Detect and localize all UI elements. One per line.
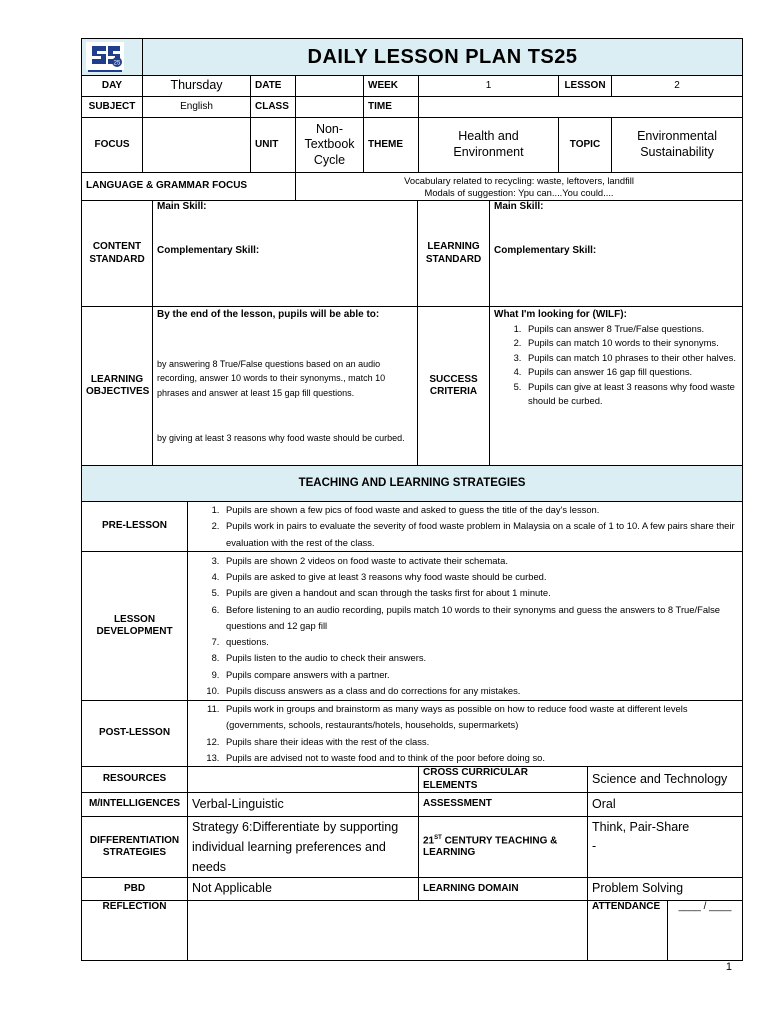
subject-label: SUBJECT [82, 97, 143, 118]
wilf-prefix: What I'm looking for ( [494, 309, 596, 320]
list-item: 3. Pupils can match 10 phrases to their other halves. [524, 351, 738, 366]
cce-value: Science and Technology [588, 767, 743, 793]
header-table [81, 38, 743, 201]
list-item: 9. Pupils compare answers with a partner. [222, 667, 742, 683]
strategies-table [81, 501, 743, 767]
theme-value: Health and Environment [419, 118, 559, 173]
date-label: DATE [251, 76, 296, 97]
c21-label [419, 817, 588, 878]
pbd-label: PBD [82, 878, 188, 901]
c21-text: CENTURY TEACHING & LEARNING [423, 834, 558, 859]
topic-label: TOPIC [559, 118, 612, 173]
wilf-heading [494, 309, 738, 322]
theme-label: THEME [364, 118, 419, 173]
week-value: 1 [419, 76, 559, 97]
development-list [188, 553, 742, 700]
page-title: DAILY LESSON PLAN TS25 [143, 39, 743, 76]
post-lesson-value [188, 701, 743, 767]
time-value [419, 97, 743, 118]
class-label: CLASS [251, 97, 296, 118]
list-item: 6. Before listening to an audio recording, pupils match 10 words to their synonyms and guess the answers to 8 True/False questions and 12 gap fill [222, 602, 742, 635]
standards-table [81, 200, 743, 502]
list-item: 13. Pupils are advised not to waste food and to think of the poor before doing so. [222, 750, 742, 766]
list-item: 1. Pupils can answer 8 True/False questions. [524, 322, 738, 337]
c21-value [588, 817, 743, 878]
post-lesson-label: POST-LESSON [82, 701, 188, 767]
list-item: 2. Pupils work in pairs to evaluate the severity of food waste problem in Malaysia on a scale of 1 to 10. A few pairs share their evaluation with the rest of the class. [222, 518, 742, 551]
learning-domain-value: Problem Solving [588, 878, 743, 901]
wilf-suffix: ): [620, 309, 627, 320]
wilf-abbr: WILF [595, 309, 621, 320]
main-skill-label: Main Skill: [157, 201, 207, 212]
resources-value [188, 767, 419, 793]
ls-main-skill-label: Main Skill: [494, 201, 544, 212]
pbd-value: Not Applicable [188, 878, 419, 901]
list-item: 3. Pupils are shown 2 videos on food waste to activate their schemata. [222, 553, 742, 569]
learning-objectives-label: LEARNING OBJECTIVES [82, 307, 153, 466]
class-value [296, 97, 364, 118]
lesson-plan [81, 38, 742, 961]
list-item: 4. Pupils are asked to give at least 3 reasons why food waste should be curbed. [222, 569, 742, 585]
list-item: 8. Pupils listen to the audio to check their answers. [222, 650, 742, 666]
focus-label: FOCUS [82, 118, 143, 173]
list-item: 5. Pupils are given a handout and scan through the tasks first for about 1 minute. [222, 585, 742, 601]
date-value [296, 76, 364, 97]
grammar-line-1: Vocabulary related to recycling: waste, leftovers, landfill [404, 174, 634, 186]
differentiation-label: DIFFERENTIATION STRATEGIES [82, 817, 188, 878]
lesson-label: LESSON [559, 76, 612, 97]
grammar-value [296, 173, 743, 201]
week-label: WEEK [364, 76, 419, 97]
content-standard-label: CONTENT STANDARD [82, 201, 153, 307]
list-item: 7. questions. [222, 634, 742, 650]
ls-complementary-skill-label: Complementary Skill: [494, 244, 597, 256]
footer-table [81, 766, 743, 961]
page-number: 1 [725, 961, 732, 973]
success-criteria-label: SUCCESS CRITERIA [418, 307, 490, 466]
c21-line-1: Think, Pair-Share [592, 820, 690, 835]
school-logo [84, 40, 126, 74]
cce-label: CROSS CURRICULAR ELEMENTS [419, 767, 588, 793]
assessment-label: ASSESSMENT [419, 793, 588, 817]
mi-label: M/INTELLIGENCES [82, 793, 188, 817]
grammar-label: LANGUAGE & GRAMMAR FOCUS [82, 173, 296, 201]
list-item: 2. Pupils can match 10 words to their synonyms. [524, 336, 738, 351]
pre-lesson-list [188, 502, 742, 551]
svg-text:25: 25 [113, 60, 121, 67]
list-item: 10. Pupils discuss answers as a class and do corrections for any mistakes. [222, 683, 742, 699]
unit-value: Non-Textbook Cycle [296, 118, 364, 173]
objectives-heading: By the end of the lesson, pupils will be able to: [157, 309, 380, 320]
pre-lesson-value [188, 502, 743, 552]
c21-prefix: 21 [423, 834, 435, 846]
assessment-value: Oral [588, 793, 743, 817]
differentiation-value: Strategy 6:Differentiate by supporting individual learning preferences and needs [188, 817, 419, 878]
learning-objectives-value [153, 307, 418, 466]
post-lesson-list [188, 701, 742, 766]
day-label: DAY [82, 76, 143, 97]
grammar-line-2: Modals of suggestion: Ypu can....You could.... [424, 186, 614, 198]
objective-2: by giving at least 3 reasons why food waste should be curbed. [157, 433, 405, 443]
logo-cell [82, 39, 143, 76]
c21-line-2: - [592, 838, 597, 853]
focus-value [143, 118, 251, 173]
list-item: 4. Pupils can answer 16 gap fill questions. [524, 365, 738, 380]
lesson-value: 2 [612, 76, 743, 97]
strategies-heading: TEACHING AND LEARNING STRATEGIES [82, 466, 743, 502]
success-criteria-value [490, 307, 743, 466]
lesson-development-label: LESSON DEVELOPMENT [82, 552, 188, 701]
attendance-label: ATTENDANCE [588, 901, 668, 961]
lesson-development-value [188, 552, 743, 701]
c21-sup: ST [434, 834, 442, 841]
subject-value: English [143, 97, 251, 118]
objective-1: by answering 8 True/False questions based on an audio recording, answer 10 words to their synonyms., match 10 phrases and answer at least 15 gap fill questions. [157, 358, 386, 398]
content-standard-value [153, 201, 418, 307]
pre-lesson-label: PRE-LESSON [82, 502, 188, 552]
learning-standard-label: LEARNING STANDARD [418, 201, 490, 307]
reflection-label: REFLECTION [82, 901, 188, 961]
resources-label: RESOURCES [82, 767, 188, 793]
criteria-list [494, 322, 738, 409]
unit-label: UNIT [251, 118, 296, 173]
list-item: 5. Pupils can give at least 3 reasons why food waste should be curbed. [524, 380, 738, 409]
list-item: 1. Pupils are shown a few pics of food waste and asked to guess the title of the day's lesson. [222, 502, 742, 518]
attendance-value: ____ / ____ [668, 901, 743, 961]
reflection-value [188, 901, 588, 961]
day-value: Thursday [143, 76, 251, 97]
time-label: TIME [364, 97, 419, 118]
mi-value: Verbal-Linguistic [188, 793, 419, 817]
list-item: 12. Pupils share their ideas with the rest of the class. [222, 734, 742, 750]
learning-domain-label: LEARNING DOMAIN [419, 878, 588, 901]
list-item: 11. Pupils work in groups and brainstorm as many ways as possible on how to reduce food waste at different levels (governments, schools, restaurants/hotels, households, supermarkets) [222, 701, 742, 734]
topic-value: Environmental Sustainability [612, 118, 743, 173]
learning-standard-value [490, 201, 743, 307]
complementary-skill-label: Complementary Skill: [157, 244, 260, 256]
